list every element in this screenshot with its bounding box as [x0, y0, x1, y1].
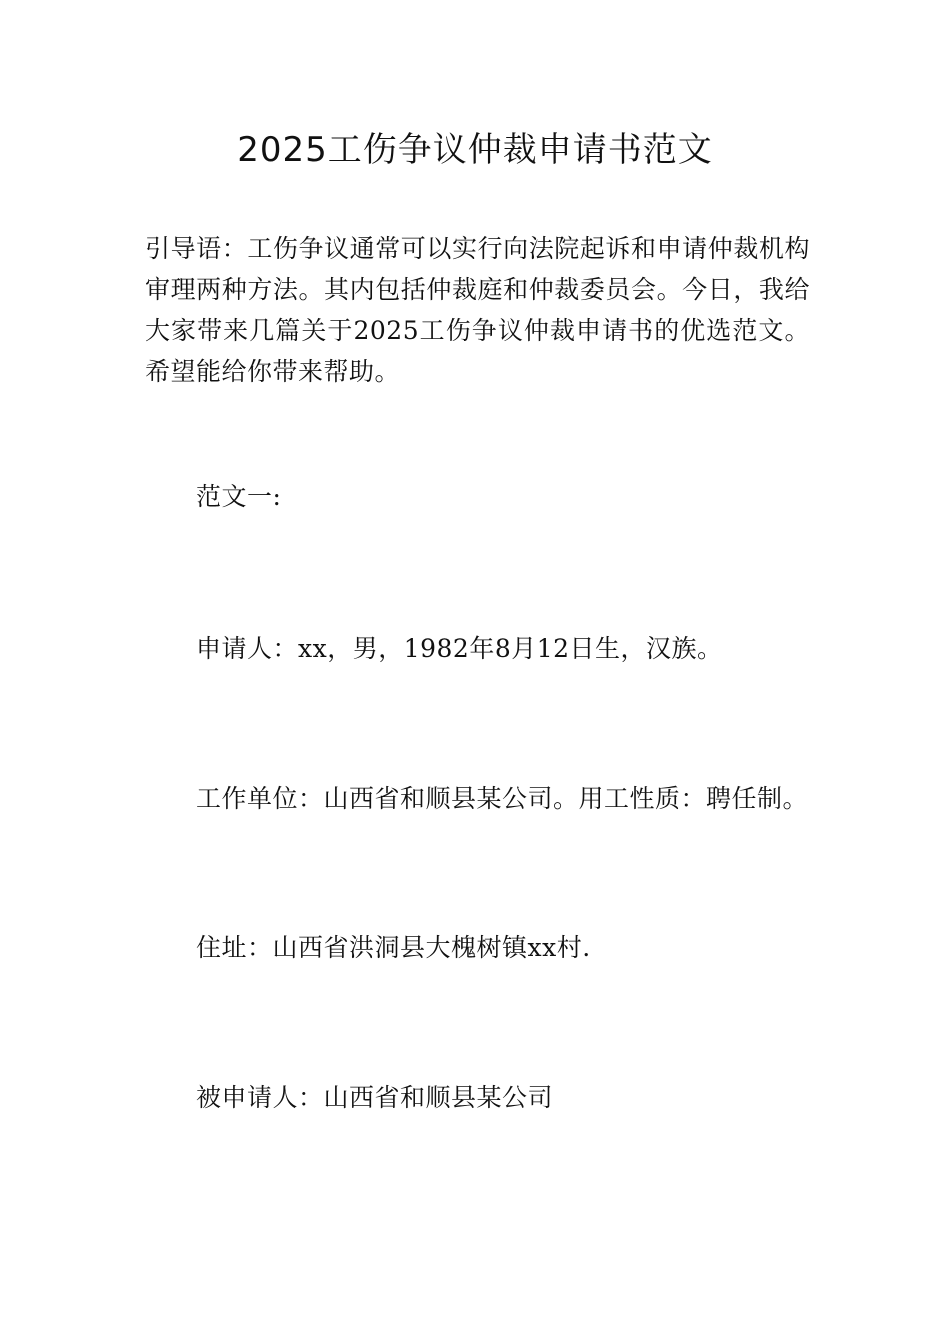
- applicant-line: 申请人：xx，男，1982年8月12日生，汉族。: [196, 634, 723, 663]
- address-line: 住址：山西省洪洞县大槐树镇xx村.: [196, 933, 591, 962]
- section-heading-sample-one: 范文一:: [196, 482, 282, 511]
- intro-paragraph: 引导语：工伤争议通常可以实行向法院起诉和申请仲裁机构审理两种方法。其内包括仲裁庭和仲裁委员会。今日，我给大家带来几篇关于2025工伤争议仲裁申请书的优选范文。希望能给你带来帮助。: [145, 234, 810, 386]
- respondent-line: 被申请人：山西省和顺县某公司: [196, 1083, 554, 1112]
- document-title: 2025工伤争议仲裁申请书范文: [237, 130, 713, 170]
- work-unit-line: 工作单位：山西省和顺县某公司。用工性质：聘任制。: [196, 784, 809, 813]
